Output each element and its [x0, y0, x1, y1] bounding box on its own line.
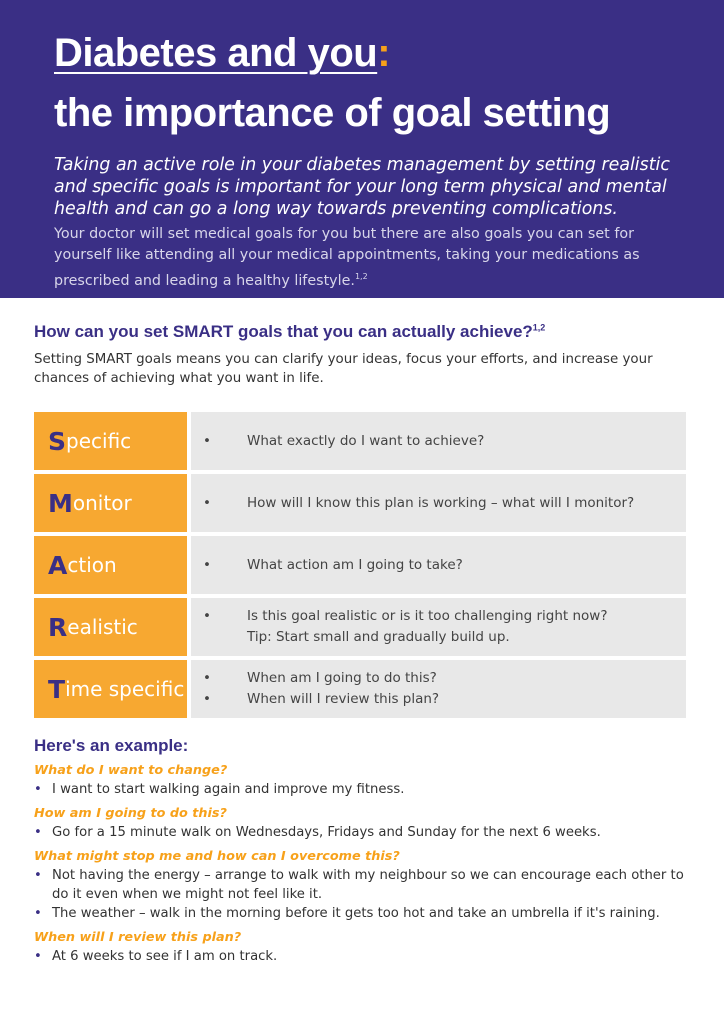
- example-question: When will I review this plan?: [34, 930, 242, 945]
- smart-tip: Tip: Start small and gradually build up.: [247, 629, 510, 645]
- example-question: How am I going to do this?: [34, 806, 227, 821]
- smart-bullet: [203, 493, 686, 514]
- intro-secondary-text: Your doctor will set medical goals for you but there are also goals you can set for yourself like attending all your medical appointments, taking your medications as prescribed and leading a healthy lifestyle.: [54, 226, 640, 289]
- example-question: What do I want to change?: [34, 763, 228, 778]
- smart-table: [34, 412, 686, 722]
- smart-section: [34, 322, 690, 388]
- bullet-marker: •: [34, 782, 42, 797]
- intro-paragraph: Taking an active role in your diabetes management by setting realistic and specific goals is important for your long term physical and mental health and can go a long way towards preventing complications.: [54, 155, 670, 219]
- smart-lead-text: Setting SMART goals means you can clarify your ideas, focus your efforts, and increase your chances of achieving what you want in life.: [34, 352, 653, 386]
- smart-letter: M: [48, 488, 73, 518]
- example-items: [34, 763, 694, 966]
- smart-bullet-text: What exactly do I want to achieve?: [247, 432, 485, 449]
- intro-reference: 1,2: [354, 272, 368, 281]
- smart-term: [34, 536, 187, 594]
- smart-bullet-text: When am I going to do this?: [247, 670, 437, 686]
- smart-description: [191, 536, 686, 594]
- bullet-marker: •: [34, 906, 42, 921]
- smart-term: [34, 474, 187, 532]
- example-question: What might stop me and how can I overcome this?: [34, 849, 400, 864]
- smart-bullet-text: Is this goal realistic or is it too challenging right now?: [247, 608, 608, 624]
- page-title-line2: the importance of goal setting: [54, 91, 611, 135]
- example-answer-text: The weather – walk in the morning before it gets too hot and take an umbrella if it's raining.: [52, 906, 660, 921]
- title-colon: :: [377, 31, 391, 75]
- smart-term-rest: ction: [67, 553, 117, 577]
- title-main: Diabetes and you: [54, 31, 378, 75]
- example-answer: [34, 823, 694, 842]
- page-title-line1: [54, 30, 684, 76]
- smart-row: [34, 536, 686, 594]
- smart-term: [34, 660, 187, 718]
- example-answer: [34, 904, 694, 923]
- smart-description: [191, 660, 686, 718]
- smart-term-rest: onitor: [72, 491, 132, 515]
- intro-secondary-paragraph: [54, 224, 684, 292]
- smart-row: [34, 474, 686, 532]
- example-answer: [34, 947, 694, 966]
- smart-description: [191, 412, 686, 470]
- smart-term-rest: ime specific: [65, 677, 185, 701]
- example-answer: [34, 866, 694, 904]
- smart-bullet: [203, 431, 686, 452]
- example-answer-text: Go for a 15 minute walk on Wednesdays, Fridays and Sunday for the next 6 weeks.: [52, 825, 601, 840]
- bullet-marker: •: [34, 949, 42, 964]
- smart-letter: A: [48, 550, 68, 580]
- smart-description: [191, 474, 686, 532]
- smart-term-rest: ealistic: [67, 615, 138, 639]
- smart-bullet-text: How will I know this plan is working – what will I monitor?: [247, 494, 635, 511]
- example-section: [34, 736, 694, 966]
- smart-bullet-text: What action am I going to take?: [247, 556, 463, 573]
- smart-bullet: [203, 606, 686, 627]
- smart-heading-text: How can you set SMART goals that you can actually achieve?: [34, 322, 533, 341]
- smart-term: [34, 412, 187, 470]
- smart-bullet: [203, 668, 686, 689]
- smart-bullet-text: When will I review this plan?: [247, 691, 440, 707]
- smart-term-rest: pecific: [66, 429, 132, 453]
- smart-row: [34, 660, 686, 718]
- example-answer-text: Not having the energy – arrange to walk with my neighbour so we can encourage each other to do it even when we might not feel like it.: [52, 868, 684, 902]
- bullet-marker: •: [34, 825, 42, 840]
- smart-letter: T: [48, 674, 66, 704]
- smart-bullet: [203, 689, 686, 710]
- smart-row: [34, 598, 686, 656]
- example-heading: Here's an example:: [34, 736, 189, 755]
- smart-letter: S: [48, 426, 67, 456]
- bullet-marker: •: [203, 432, 211, 449]
- bullet-marker: •: [203, 556, 211, 573]
- bullet-marker: •: [203, 691, 211, 707]
- smart-bullet: [203, 555, 686, 576]
- smart-term: [34, 598, 187, 656]
- smart-heading: [34, 322, 690, 342]
- smart-letter: R: [48, 612, 68, 642]
- example-answer: [34, 780, 694, 799]
- smart-description: [191, 598, 686, 656]
- bullet-marker: •: [203, 494, 211, 511]
- bullet-marker: •: [34, 868, 42, 883]
- bullet-marker: •: [203, 670, 211, 686]
- example-answer-text: At 6 weeks to see if I am on track.: [52, 949, 278, 964]
- bullet-marker: •: [203, 608, 211, 624]
- smart-row: [34, 412, 686, 470]
- smart-heading-reference: 1,2: [532, 322, 546, 333]
- example-answer-text: I want to start walking again and improve my fitness.: [52, 782, 405, 797]
- header-banner: [0, 0, 724, 298]
